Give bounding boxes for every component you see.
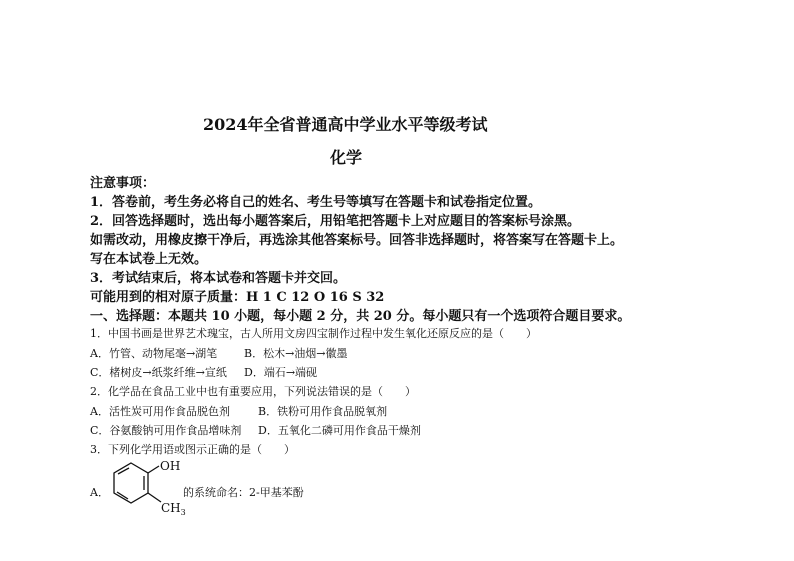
question-2-option-c: C．谷氨酸钠可用作食品增味剂	[90, 424, 242, 437]
section-heading: 一、选择题：本题共 10 小题，每小题 2 分，共 20 分。每小题只有一个选项符合题目要求。	[90, 309, 631, 324]
methyl-bond	[148, 493, 161, 502]
question-3-option-a-label: A．	[90, 486, 109, 499]
methylphenol-structure	[104, 458, 188, 520]
question-1-option-a: A．竹管、动物尾毫→湖笔	[90, 347, 218, 360]
question-2-option-b: B．铁粉可用作食品脱氧剂	[258, 405, 388, 418]
ring-double-bond	[118, 468, 129, 474]
methyl-label	[161, 501, 186, 517]
notice-item-2: 2．回答选择题时，选出每小题答案后，用铅笔把答题卡上对应题目的答案标号涂黑。	[90, 214, 581, 229]
notice-heading: 注意事项：	[90, 176, 156, 191]
question-1-stem: 1．中国书画是世界艺术瑰宝，古人所用文房四宝制作过程中发生氧化还原反应的是（ ）	[90, 327, 537, 340]
benzene-ring	[114, 463, 148, 503]
question-2-option-a: A．活性炭可用作食品脱色剂	[90, 405, 230, 418]
question-2-stem: 2．化学品在食品工业中也有重要应用，下列说法错误的是（ ）	[90, 385, 416, 398]
exam-title: 2024年全省普通高中学业水平等级考试	[203, 115, 488, 134]
atomic-masses: 可能用到的相对原子质量：H 1 C 12 O 16 S 32	[90, 290, 385, 305]
question-2-option-d: D．五氧化二磷可用作食品干燥剂	[258, 424, 421, 437]
notice-item-2-end: 写在本试卷上无效。	[90, 252, 208, 267]
notice-item-3: 3．考试结束后，将本试卷和答题卡并交回。	[90, 271, 347, 286]
notice-item-2-cont: 如需改动，用橡皮擦干净后，再选涂其他答案标号。回答非选择题时，将答案写在答题卡上。	[90, 233, 624, 248]
subject-title: 化学	[330, 148, 363, 167]
methyl-label-subscript: 3	[180, 508, 186, 517]
notice-item-1: 1．答卷前，考生务必将自己的姓名、考生号等填写在答题卡和试卷指定位置。	[90, 195, 542, 210]
question-3-stem: 3．下列化学用语或图示正确的是（ ）	[90, 443, 295, 456]
question-1-option-c: C．楮树皮→纸浆纤维→宣纸	[90, 366, 227, 379]
question-1-option-d: D．端石→端砚	[244, 366, 318, 379]
methyl-label-main: CH	[161, 501, 181, 515]
question-3-option-a-text: 的系统命名：2-甲基苯酚	[183, 486, 304, 499]
hydroxyl-bond	[148, 466, 159, 473]
question-1-option-b: B．松木→油烟→徽墨	[244, 347, 348, 360]
hydroxyl-label: OH	[160, 459, 181, 473]
